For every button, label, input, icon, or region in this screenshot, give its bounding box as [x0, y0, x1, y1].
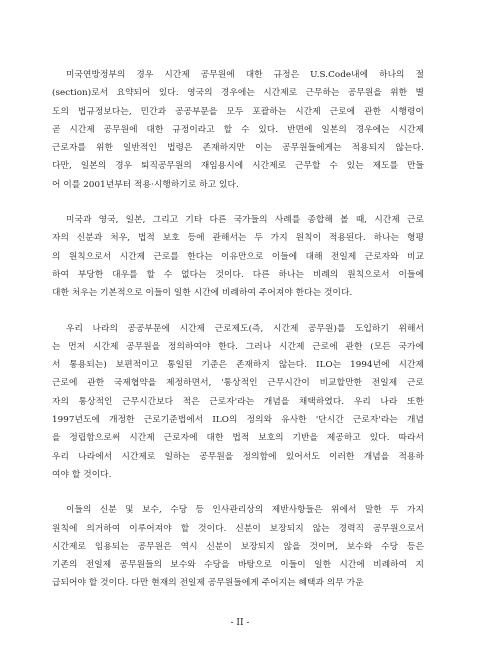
text-line: 다만, 일본의 경우 퇴직공무원의 재임용시에 시간제로 근무할 수 있는 제도를 만들	[52, 161, 424, 172]
text-line: 도의 법규정보다는, 민간과 공공부문을 모두 포괄하는 시간제 근로에 관한 시행령이	[52, 106, 424, 117]
text-line: 급되어야 할 것이다. 다만 현재의 전일제 공무원들에게 주어지는 혜택과 의무 가운	[52, 578, 364, 589]
paragraph	[52, 501, 424, 592]
paragraph	[52, 320, 424, 485]
text-line: 는 먼저 시간제 공무원을 정의하여야 한다. 그러나 시간제 근로에 관한 (모든 국가에	[52, 341, 424, 352]
text-line: 미국연방정부의 경우 시간제 공무원에 대한 규정은 U.S.Code내에 하나의 절	[66, 70, 424, 80]
text-line: 여야 할 것이다.	[52, 469, 112, 480]
paragraph	[52, 66, 424, 194]
text-line: 을 정립함으로써 시간제 근로자에 대한 법적 보호의 기반을 제공하고 있다. 따라서	[52, 433, 424, 444]
text-line: 근로자를 위한 일반적인 법령은 존재하지만 이는 공무원들에게는 적용되지 않는다.	[52, 143, 424, 154]
text-line: 미국과 영국, 일본, 그리고 기타 다른 국가들의 사례를 종합해 볼 때, 시간제 근로	[66, 215, 424, 226]
text-line: 하여 부당한 대우를 할 수 없다는 것이다. 다른 하나는 비례의 원칙으로서 이들에	[52, 269, 424, 280]
text-line: 서 통용되는) 보편적이고 통일된 기준은 존재하지 않는다. ILO는 1994년에 시간제	[52, 360, 424, 371]
text-line: 우리 나라의 공공부문에 시간제 근로제도(즉, 시간제 공무원)를 도입하기 위해서	[66, 323, 424, 334]
body-text	[52, 66, 424, 610]
text-line: 곧 시간제 공무원에 대한 규정이라고 할 수 있다. 반면에 일본의 경우에는 시간제	[52, 124, 424, 135]
text-line: 대한 처우는 기본적으로 이들이 일한 시간에 비례하여 주어져야 한다는 것이다.	[52, 288, 353, 299]
paragraph	[52, 211, 424, 302]
text-line: 원칙에 의거하여 이루어져야 할 것이다. 신분이 보장되지 않는 경력직 공무원으로서	[52, 523, 424, 534]
page-number: - II -	[230, 618, 250, 628]
text-line: 근로에 관한 국제협약을 제정하면서, '통상적인 근무시간이 비교할만한 전일제 근로	[52, 378, 424, 389]
text-line: 1997년도에 개정한 근로기준법에서 ILO의 정의와 유사한 '단시간 근로자'라는 개념	[52, 415, 424, 426]
text-line: 어 이를 2001년부터 적용·시행하기로 하고 있다.	[52, 179, 239, 190]
text-line: 시간제로 임용되는 공무원은 역시 신분이 보장되지 않을 것이며, 보수와 수당 등은	[52, 541, 424, 552]
text-line: 이들의 신분 및 보수, 수당 등 인사관리상의 제반사항들은 위에서 말한 두 가지	[66, 505, 424, 516]
text-line: 자의 통상적인 근무시간보다 적은 근로자'라는 개념을 채택하였다. 우리 나라 또한	[52, 396, 424, 407]
text-line: 자의 신분과 처우, 법적 보호 등에 관해서는 두 가지 원칙이 적용된다. 하나는 형평	[52, 233, 424, 244]
text-line: 기존의 전일제 공무원들의 보수와 수당을 바탕으로 이들이 일한 시간에 비례하여 지	[52, 560, 424, 571]
text-line: 우리 나라에서 시간제로 일하는 공무원을 정의함에 있어서도 이러한 개념을 적용하	[52, 451, 424, 462]
text-line: 의 원칙으로서 시간제 근로를 한다는 이유만으로 이들에 대해 전일제 근로자와 비교	[52, 251, 424, 262]
text-line: (section)로서 요약되어 있다. 영국의 경우에는 시간제로 근무하는 공무원을 위한 별	[52, 88, 424, 99]
